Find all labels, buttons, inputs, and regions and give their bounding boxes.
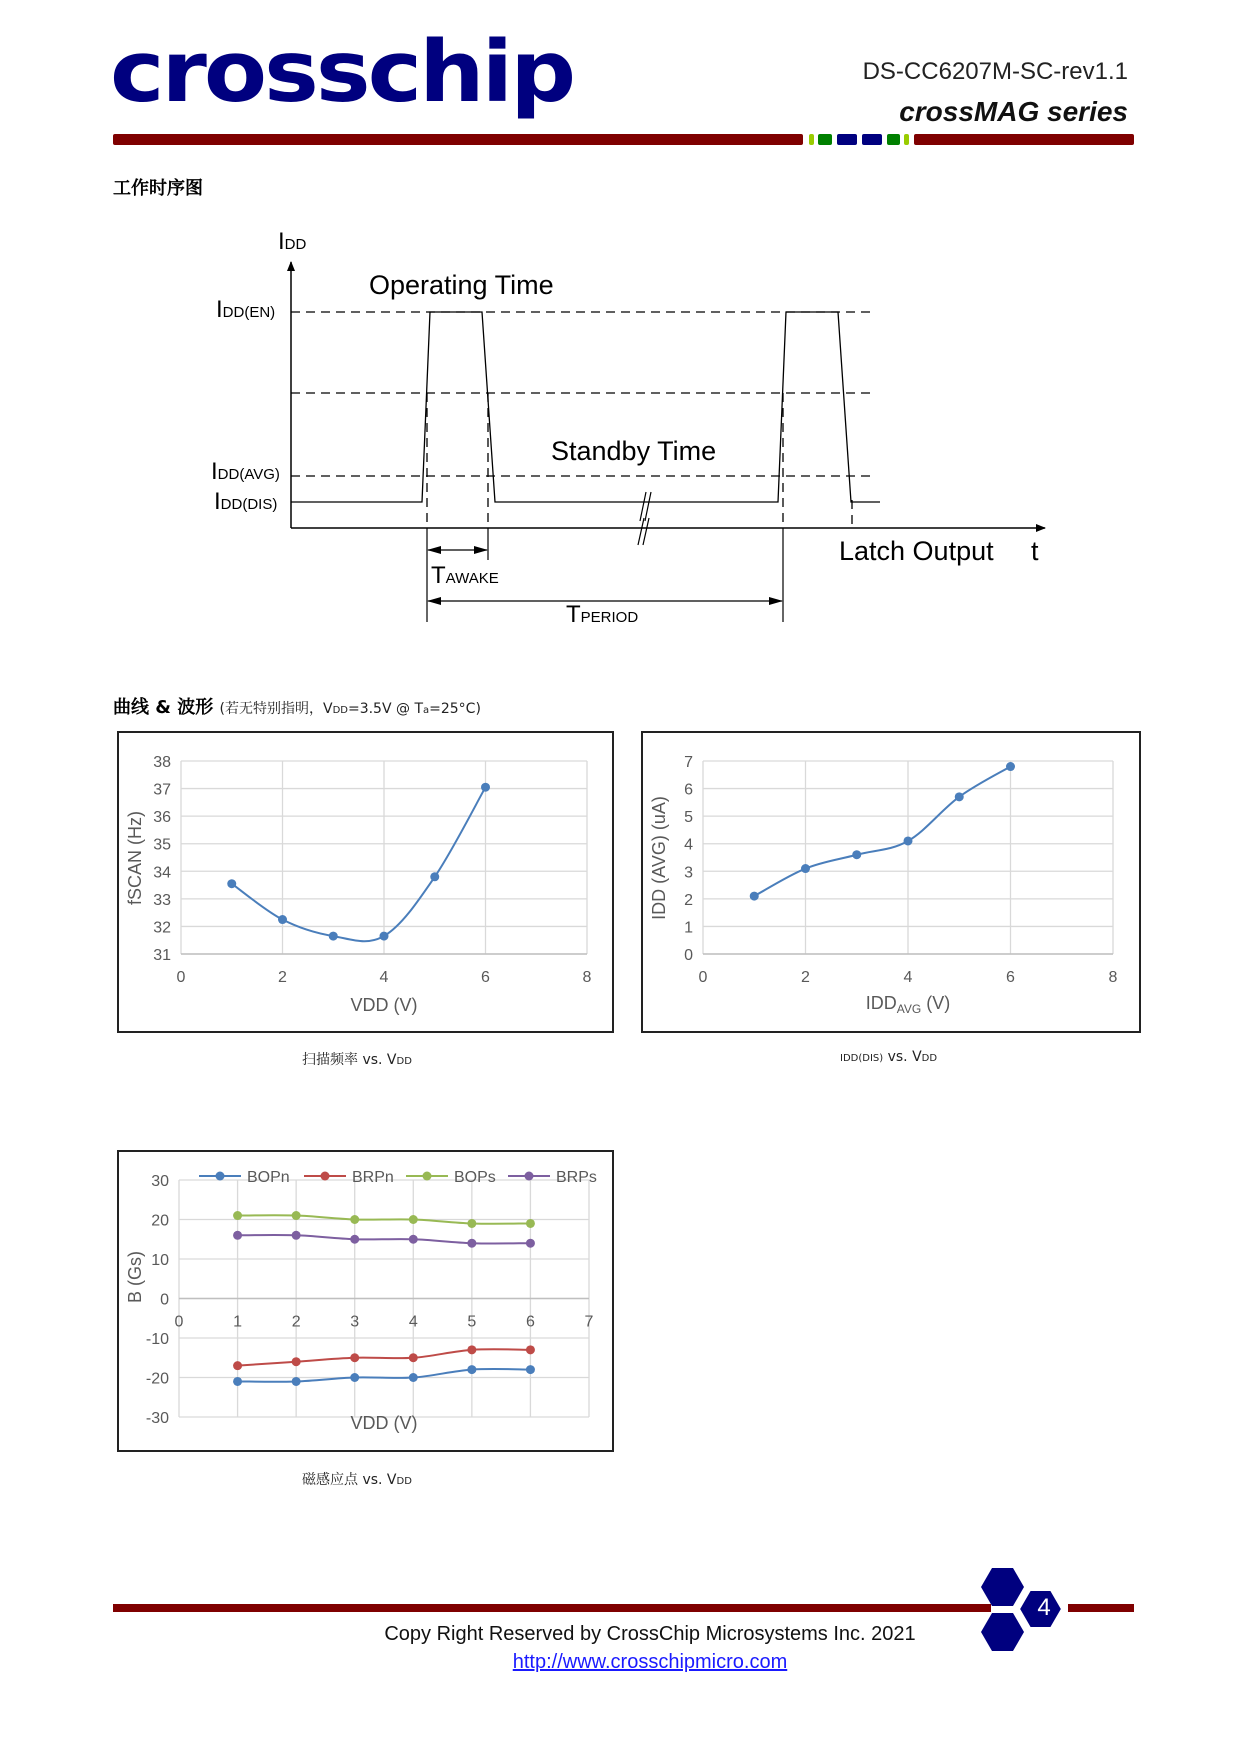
svg-text:BRPs: BRPs (556, 1169, 597, 1186)
svg-text:30: 30 (151, 1173, 169, 1190)
svg-text:10: 10 (151, 1252, 169, 1269)
svg-text:5: 5 (684, 809, 693, 827)
company-logo: crosschip (110, 22, 574, 122)
series-line (238, 1369, 531, 1382)
svg-text:6: 6 (1006, 969, 1015, 986)
series-line (238, 1349, 531, 1365)
data-point (1006, 762, 1015, 771)
data-point (409, 1373, 418, 1382)
data-point (292, 1357, 301, 1366)
timing-diagram (0, 210, 1240, 630)
page-number: 4 (1037, 1594, 1051, 1621)
svg-text:35: 35 (153, 836, 171, 854)
chart-fscan-vs-vdd (117, 731, 614, 1033)
data-point (526, 1345, 535, 1354)
data-point (292, 1211, 301, 1220)
header-accent-green (887, 134, 900, 145)
data-point (292, 1377, 301, 1386)
level-label-idd-en: IDD(EN) (216, 296, 276, 323)
curves-section-title: 曲线 & 波形 (若无特别指明，VDD=3.5V @ Ta=25°C) (113, 697, 481, 718)
svg-text:3: 3 (684, 864, 693, 882)
data-point (292, 1231, 301, 1240)
svg-text:34: 34 (153, 864, 171, 882)
data-point (233, 1211, 242, 1220)
svg-text:8: 8 (1108, 969, 1118, 986)
svg-text:VDD (V): VDD (V) (350, 995, 418, 1015)
chart-bpoints-plot (119, 1152, 612, 1450)
svg-text:5: 5 (467, 1313, 477, 1331)
data-point (467, 1365, 476, 1374)
svg-text:IDDAVG (V): $IDD_{AVG}$ (V) (865, 993, 951, 1016)
chart-legend (199, 1169, 597, 1186)
svg-text:-20: -20 (145, 1370, 169, 1388)
svg-text:2: 2 (684, 891, 693, 909)
svg-text:2: 2 (291, 1313, 301, 1331)
data-point (801, 864, 810, 873)
data-point (380, 932, 389, 941)
svg-text:6: 6 (481, 969, 490, 986)
product-series: crossMAG series (899, 96, 1128, 127)
data-point (350, 1353, 359, 1362)
svg-text:fSCAN (Hz): fSCAN (Hz) (125, 811, 145, 905)
data-point (430, 872, 439, 881)
data-point (409, 1353, 418, 1362)
header-divider-right (914, 134, 1134, 145)
caption-bpoints: 磁感应点 vs. VDD (302, 1472, 412, 1488)
svg-text:VDD (V): VDD (V) (350, 1413, 418, 1433)
data-point (904, 836, 913, 845)
svg-text:33: 33 (153, 891, 171, 909)
svg-text:31: 31 (153, 947, 171, 964)
svg-text:BRPn: BRPn (352, 1169, 394, 1186)
data-point (233, 1361, 242, 1370)
svg-text:1: 1 (233, 1313, 243, 1331)
t-period-label: TPERIOD (566, 601, 639, 628)
data-point (278, 915, 287, 924)
svg-text:2: 2 (801, 969, 810, 986)
data-point (233, 1377, 242, 1386)
svg-text:0: 0 (698, 969, 708, 986)
level-label-idd-dis: IDD(DIS) (214, 488, 278, 515)
gridlines (703, 761, 1113, 954)
svg-text:3: 3 (350, 1313, 360, 1331)
header-accent-blue (862, 134, 882, 145)
document-id: DS-CC6207M-SC-rev1.1 (862, 58, 1128, 85)
series-line (232, 787, 486, 941)
series-line (754, 767, 1010, 897)
svg-text:8: 8 (582, 969, 592, 986)
svg-text:B (Gs): B (Gs) (125, 1251, 145, 1303)
header-divider (113, 134, 803, 145)
chart-bpoints-vs-vdd (117, 1150, 614, 1452)
x-axis-label-t: t (1031, 536, 1039, 566)
chart-fscan-plot (119, 733, 612, 1031)
svg-text:7: 7 (684, 754, 693, 771)
svg-text:4: 4 (379, 969, 389, 986)
data-point (227, 879, 236, 888)
caption-fscan: 扫描频率 vs. VDD (302, 1052, 412, 1068)
header-accent-lime (809, 134, 814, 145)
data-point (526, 1365, 535, 1374)
svg-text:20: 20 (151, 1212, 169, 1230)
svg-text:4: 4 (684, 836, 693, 854)
data-point (350, 1373, 359, 1382)
data-point (329, 932, 338, 941)
svg-text:4: 4 (903, 969, 913, 986)
data-point (852, 850, 861, 859)
svg-text:6: 6 (525, 1313, 535, 1331)
svg-text:1: 1 (684, 919, 693, 937)
svg-text:0: 0 (174, 1313, 184, 1331)
y-axis-label-idd: IDD (278, 228, 307, 255)
svg-text:2: 2 (278, 969, 287, 986)
data-point (233, 1231, 242, 1240)
header-accent-lime (904, 134, 909, 145)
header-accent-green (818, 134, 832, 145)
company-website-link[interactable]: http://www.crosschipmicro.com (512, 1651, 788, 1673)
footer-divider (113, 1604, 991, 1612)
data-point (350, 1215, 359, 1224)
data-point (467, 1345, 476, 1354)
svg-text:BOPn: BOPn (247, 1169, 290, 1186)
svg-text:7: 7 (584, 1313, 594, 1331)
conditions-note: (若无特别指明，VDD=3.5V @ Ta=25°C) (219, 701, 481, 717)
chart-idd-plot (643, 733, 1139, 1031)
svg-text:IDD (AVG) (uA): IDD (AVG) (uA) (649, 796, 669, 920)
svg-text:6: 6 (684, 781, 693, 799)
svg-text:-10: -10 (145, 1331, 169, 1348)
operating-time-label: Operating Time (369, 270, 554, 300)
data-point (955, 792, 964, 801)
data-point (350, 1235, 359, 1244)
data-point (467, 1239, 476, 1248)
svg-text:-30: -30 (145, 1410, 169, 1427)
data-point (526, 1219, 535, 1228)
data-point (467, 1219, 476, 1228)
svg-text:37: 37 (153, 781, 171, 799)
latch-output-label: Latch Output (839, 536, 994, 566)
header-accent-blue (837, 134, 857, 145)
standby-time-label: Standby Time (551, 436, 717, 466)
gridlines (181, 761, 587, 954)
chart-idd-vs-vdd (641, 731, 1141, 1033)
caption-idd: IDD(DIS) vs. VDD (840, 1049, 938, 1065)
level-label-idd-avg: IDD(AVG) (211, 458, 280, 485)
data-point (750, 892, 759, 901)
svg-text:0: 0 (160, 1291, 169, 1309)
svg-text:32: 32 (153, 919, 171, 937)
data-point (481, 783, 490, 792)
data-point (409, 1235, 418, 1244)
t-awake-label: TAWAKE (431, 562, 499, 589)
svg-text:38: 38 (153, 754, 171, 771)
data-point (526, 1239, 535, 1248)
timing-section-title: 工作时序图 (113, 178, 203, 199)
svg-text:BOPs: BOPs (454, 1169, 496, 1186)
svg-text:0: 0 (176, 969, 186, 986)
data-point (409, 1215, 418, 1224)
svg-text:0: 0 (684, 947, 693, 964)
svg-text:4: 4 (408, 1313, 418, 1331)
series-line (238, 1235, 531, 1243)
copyright-text: Copy Right Reserved by CrossChip Microsystems Inc. 2021 (384, 1623, 916, 1645)
svg-text:36: 36 (153, 809, 171, 827)
